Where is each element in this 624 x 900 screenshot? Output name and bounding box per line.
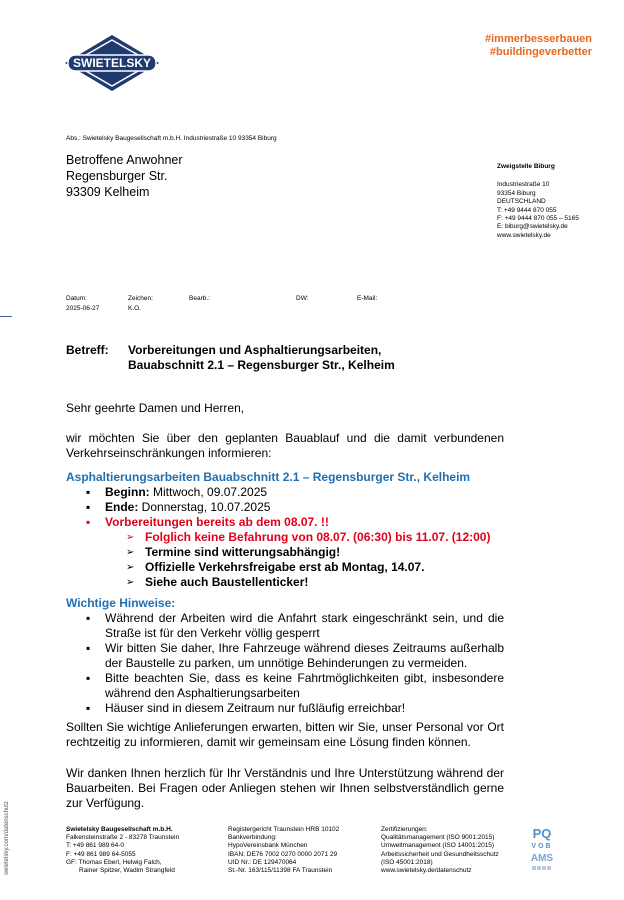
subject — [66, 343, 395, 373]
footer-line: Falkensteinstraße 2 - 83278 Traunstein — [66, 834, 180, 842]
subject-label: Betreff: — [66, 343, 109, 357]
footer-line: Arbeitssicherheit und Gesundheitsschutz — [381, 850, 499, 858]
hashtag-1: #immerbesserbauen — [485, 33, 592, 45]
footer-line: St.-Nr. 163/115/11398 FA Traunstein — [228, 867, 333, 875]
pq-vob-ams-cert-logo — [526, 824, 558, 876]
subject-line-1: Vorbereitungen und Asphaltierungsarbeiten, — [128, 343, 382, 357]
construction-schedule — [66, 470, 504, 590]
footer-line: HypoVereinsbank München — [228, 842, 308, 850]
beginn-label: Beginn: — [105, 485, 150, 499]
ende-label: Ende: — [105, 500, 139, 514]
recipient-line: Betroffene Anwohner — [66, 153, 183, 167]
ende-value: Donnerstag, 10.07.2025 — [138, 500, 271, 514]
ref-zeichen-label: Zeichen: — [128, 295, 153, 302]
footer-line: Rainer Spitzer, Wadim Strangfeld — [79, 867, 175, 875]
schedule-list — [66, 485, 504, 530]
footer-certifications — [381, 826, 499, 875]
footer-line: UID Nr.: DE 129470064 — [228, 858, 297, 866]
footer-line: GF: Thomas Eberl, Helwig Falch, — [66, 858, 162, 866]
ref-email — [357, 294, 377, 304]
vertical-privacy-url: swietelsky.com/datenschutz — [4, 801, 10, 875]
footer-line: T: +49 861 989 64-0 — [66, 842, 125, 850]
footer-register — [228, 826, 339, 875]
footer-privacy-link[interactable]: www.swietelsky.de/datenschutz — [381, 867, 472, 875]
hint-item: ▪ Während der Arbeiten wird die Anfahrt stark eingeschränkt sein, und die Straße ist für den Verkehr völlig gesperrt — [66, 611, 504, 641]
ref-email-label: E-Mail: — [357, 295, 378, 302]
branch-line: Industriestraße 10 — [497, 181, 550, 189]
ref-datum — [66, 294, 99, 314]
hint-item: ▪ Bitte beachten Sie, dass es keine Fahrtmöglichkeiten gibt, insbesondere während den Asphaltierungsarbeiten — [66, 671, 504, 701]
schedule-item-beginn — [66, 485, 504, 500]
section-heading-asphalt: Asphaltierungsarbeiten Bauabschnitt 2.1 – Regensburger Str., Kelheim — [66, 470, 471, 484]
recipient-line: Regensburger Str. — [66, 169, 168, 183]
footer-line: Qualitätsmanagement (ISO 9001:2015) — [381, 834, 495, 842]
sender-line: Abs.: Swietelsky Baugesellschaft m.b.H. Industriestraße 10 93354 Biburg — [66, 135, 277, 142]
beginn-value: Mittwoch, 09.07.2025 — [149, 485, 268, 499]
fold-mark — [0, 316, 12, 317]
ref-datum-label: Datum: — [66, 295, 87, 302]
ref-datum-value: 2025-06-27 — [66, 305, 100, 312]
notice-item: ➢ Offizielle Verkehrsfreigabe erst ab Montag, 14.07. — [66, 560, 504, 575]
notice-list — [66, 530, 504, 590]
logo-text: SWIETELSKY — [72, 56, 152, 70]
important-notes — [66, 596, 504, 716]
footer-line: Bankverbindung: — [228, 834, 277, 842]
footer-company-name: Swietelsky Baugesellschaft m.b.H. — [66, 826, 173, 833]
cert-ams: AMS — [530, 853, 554, 864]
cert-vob: VOB — [531, 843, 553, 850]
prep-text: Vorbereitungen bereits ab dem 08.07. !! — [105, 515, 329, 529]
recipient-address — [66, 152, 183, 200]
hint-item: ▪ Wir bitten Sie daher, Ihre Fahrzeuge während dieses Zeitraums außerhalb der Baustelle zu parken, um unnötige Behinderungen zu vermeiden. — [66, 641, 504, 671]
footer-line: IBAN: DE76 7002 0270 0000 2071 29 — [228, 850, 338, 858]
recipient-line: 93309 Kelheim — [66, 185, 150, 199]
ref-bearb-label: Bearb.: — [189, 295, 210, 302]
hashtag-2: #buildingeverbetter — [489, 46, 592, 58]
branch-line: DEUTSCHLAND — [497, 198, 546, 206]
schedule-item-prep — [66, 515, 504, 530]
notice-item: ➢ Termine sind witterungsabhängig! — [66, 545, 504, 560]
footer-company — [66, 826, 179, 875]
branch-line: T: +49 9444 870 055 — [497, 206, 557, 214]
footer-line: (ISO 45001:2018) — [381, 858, 433, 866]
footer-line: F: +49 861 989 64-5055 — [66, 850, 136, 858]
ref-bearb — [189, 294, 210, 304]
salutation: Sehr geehrte Damen und Herren, — [66, 401, 245, 415]
branch-line: F: +49 9444 870 055 – 5165 — [497, 215, 579, 223]
cert-pq: PQ — [532, 826, 552, 841]
footer-line: Umweltmanagement (ISO 14001:2015) — [381, 842, 495, 850]
branch-website: www.swietelsky.de — [497, 231, 551, 239]
branch-email: E: biburg@swietelsky.de — [497, 223, 568, 231]
ref-zeichen — [128, 294, 153, 314]
footer-line: Zertifizierungen: — [381, 826, 428, 833]
section-heading-hints: Wichtige Hinweise: — [66, 596, 176, 610]
schedule-item-ende — [66, 500, 504, 515]
subject-line-2: Bauabschnitt 2.1 – Regensburger Str., Kelheim — [128, 358, 395, 372]
branch-info — [497, 163, 579, 240]
hint-item: ▪ Häuser sind in diesem Zeitraum nur fußläufig erreichbar! — [66, 701, 504, 716]
branch-title: Zweigstelle Biburg — [497, 163, 555, 170]
hints-list — [66, 611, 504, 716]
company-logo — [64, 34, 160, 92]
ref-dw-label: DW: — [296, 295, 309, 302]
ref-dw — [296, 294, 309, 304]
intro-paragraph: wir möchten Sie über den geplanten Bauablauf und die damit verbundenen Verkehrseinschränkungen informieren: — [66, 431, 504, 460]
hashtags — [485, 33, 592, 59]
ref-zeichen-value: K.O. — [128, 305, 142, 312]
thanks-paragraph: Wir danken Ihnen herzlich für Ihr Verständnis und Ihre Unterstützung während der Bauarbeiten. Bei Fragen oder Anliegen stehen wir Ihnen selbstverständlich gerne zur Verfügung. — [66, 766, 504, 810]
notice-item: ➢ Folglich keine Befahrung von 08.07. (06:30) bis 11.07. (12:00) — [66, 530, 504, 545]
deliveries-paragraph: Sollten Sie wichtige Anlieferungen erwarten, bitten wir Sie, unser Personal vor Ort rechtzeitig zu informieren, damit wir gemeinsam eine Lösung finden können. — [66, 720, 504, 749]
branch-line: 93354 Biburg — [497, 189, 536, 197]
footer-line: Registergericht Traunstein HRB 10102 — [228, 826, 340, 833]
notice-item: ➢ Siehe auch Baustellenticker! — [66, 575, 504, 590]
